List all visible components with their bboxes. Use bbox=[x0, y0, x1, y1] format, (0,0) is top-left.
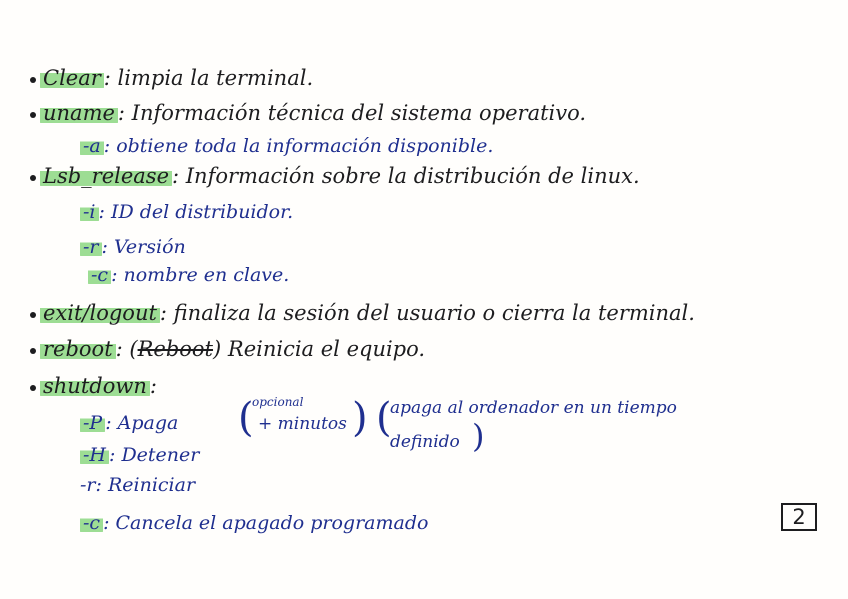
item-uname bbox=[30, 103, 586, 124]
note-opcional: opcional bbox=[252, 395, 304, 409]
opt-desc: : nombre en clave. bbox=[111, 264, 290, 286]
opt-shutdown-h bbox=[80, 446, 199, 465]
opt-lsb-r bbox=[80, 238, 186, 257]
bullet bbox=[30, 112, 36, 118]
opt-desc: : Cancela el apagado programado bbox=[103, 512, 429, 534]
item-lsb-release bbox=[30, 166, 640, 187]
desc-reboot: ) Reinicia el equipo. bbox=[213, 337, 426, 361]
cmd-exit-logout: exit/logout bbox=[40, 301, 160, 325]
desc-uname: : Información técnica del sistema operativo. bbox=[117, 101, 587, 125]
opt-desc: : obtiene toda la información disponible. bbox=[103, 135, 494, 157]
page-number: 2 bbox=[781, 503, 817, 531]
opt-lsb-i bbox=[80, 203, 293, 222]
item-clear bbox=[30, 68, 313, 89]
opt-desc: : Reiniciar bbox=[95, 474, 196, 496]
opt-flag: -P bbox=[80, 412, 105, 434]
item-reboot bbox=[30, 339, 425, 360]
reboot-paren: : ( bbox=[115, 337, 138, 361]
opt-lsb-c bbox=[88, 266, 289, 285]
bullet bbox=[30, 385, 36, 391]
opt-desc: : ID del distribuidor. bbox=[98, 201, 294, 223]
bullet bbox=[30, 175, 36, 181]
item-shutdown bbox=[30, 376, 157, 397]
bullet bbox=[30, 312, 36, 318]
cmd-shutdown: shutdown bbox=[40, 374, 150, 398]
cmd-reboot: reboot bbox=[40, 337, 116, 361]
opt-flag: -r bbox=[80, 236, 102, 258]
cmd-lsb-release: Lsb_release bbox=[40, 164, 172, 188]
opt-flag: -i bbox=[80, 201, 99, 223]
cmd-uname: uname bbox=[40, 101, 118, 125]
opt-flag: -c bbox=[88, 264, 111, 286]
opt-desc: : Apaga bbox=[105, 412, 179, 434]
cmd-clear: Clear bbox=[40, 66, 104, 90]
note-minutos: + minutos bbox=[258, 414, 347, 434]
desc-clear: : limpia la terminal. bbox=[103, 66, 314, 90]
opt-desc: : Detener bbox=[109, 444, 200, 466]
opt-desc: : Versión bbox=[101, 236, 186, 258]
note-extra-2: definido bbox=[390, 432, 460, 452]
opt-shutdown-c bbox=[80, 514, 428, 533]
opt-flag: -c bbox=[80, 512, 103, 534]
reboot-strike: Reboot bbox=[137, 337, 214, 361]
desc-lsb-release: : Información sobre la distribución de linux. bbox=[172, 164, 640, 188]
opt-shutdown-r bbox=[80, 476, 195, 495]
desc-exit-logout: : finaliza la sesión del usuario o cierra la terminal. bbox=[159, 301, 695, 325]
note-extra-1: apaga al ordenador en un tiempo bbox=[390, 398, 677, 418]
bullet bbox=[30, 77, 36, 83]
item-exit-logout bbox=[30, 303, 695, 324]
opt-flag: -r bbox=[80, 474, 96, 496]
opt-flag: -H bbox=[80, 444, 109, 466]
paren-left-2: ( bbox=[376, 395, 392, 441]
opt-shutdown-p bbox=[80, 414, 178, 433]
paren-left: ( bbox=[238, 395, 254, 441]
opt-uname-a bbox=[80, 137, 493, 156]
opt-flag: -a bbox=[80, 135, 104, 157]
paren-right: ) bbox=[352, 395, 368, 441]
bullet bbox=[30, 348, 36, 354]
desc-shutdown: : bbox=[149, 374, 157, 398]
paren-right-2: ) bbox=[472, 417, 485, 455]
